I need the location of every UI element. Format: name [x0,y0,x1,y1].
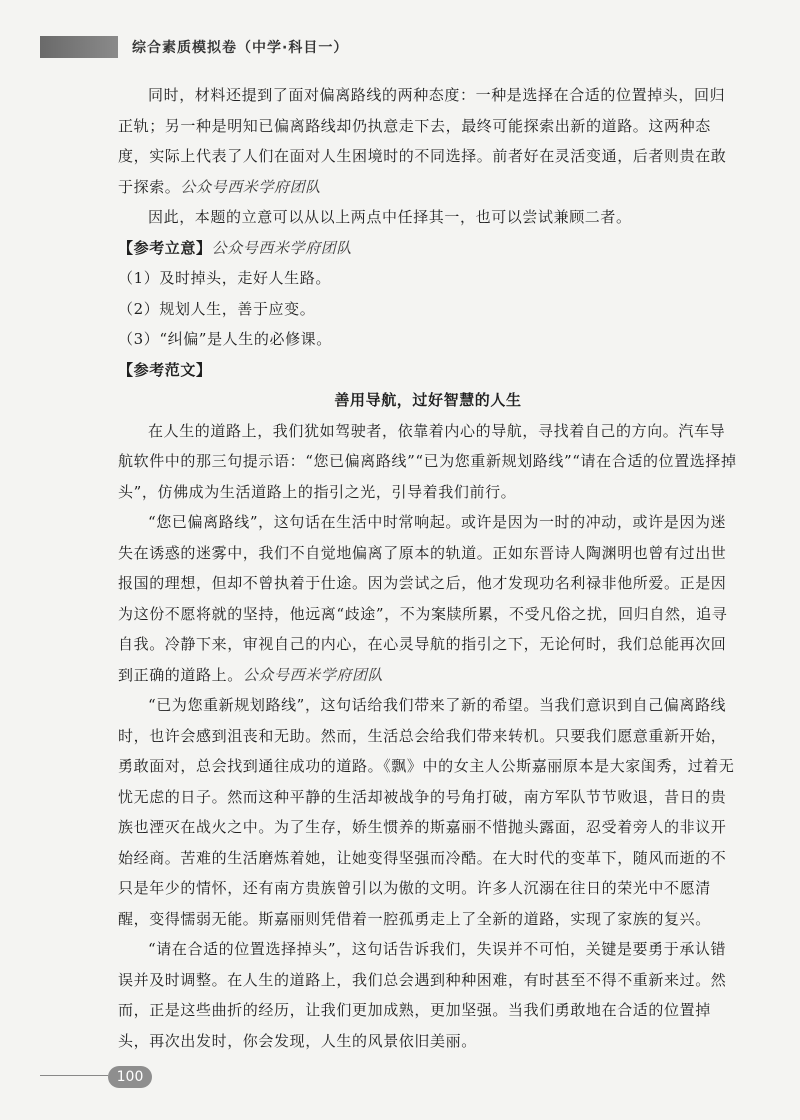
watermark-text: 公众号西米学府团队 [242,665,384,684]
header-title: 综合素质模拟卷（中学·科目一） [132,40,349,56]
reference-theme-label [118,233,738,264]
watermark-text: 公众号西米学府团队 [211,238,353,257]
paragraph-text: 同时，材料还提到了面对偏离路线的两种态度：一种是选择在合适的位置掉头，回归正轨；另一种是明知已偏离路线却仍执意走下去，最终可能探索出新的道路。这两种态度，实际上代表了人们在面对人生困境时的不同选择。前者好在灵活变通，后者则贵在敢于探索。 [118,86,727,196]
essay-paragraph: 在人生的道路上，我们犹如驾驶者，依靠着内心的导航，寻找着自己的方向。汽车导航软件中的那三句提示语：“您已偏离路线”“已为您重新规划路线”“请在合适的位置选择掉头”，仿佛成为生活道路上的指引之光，引导着我们前行。 [118,421,737,501]
list-item: （2）规划人生，善于应变。 [118,299,316,318]
essay-title: 善用导航，过好智慧的人生 [334,391,522,409]
reference-theme-text: 【参考立意】 [118,238,212,257]
paragraph [118,80,738,202]
essay-paragraph [118,507,738,690]
page-header [40,36,760,58]
essay-paragraph: “已为您重新规划路线”，这句话给我们带来了新的希望。当我们意识到自己偏离路线时，也许会感到沮丧和无助。然而，生活总会给我们带来转机。只要我们愿意重新开始，勇敢面对，总会找到通往成功的道路。《飘》中的女主人公斯嘉丽原本是大家闺秀，过着无忧无虑的日子。然而这种平静的生活却被战争的号角打破，南方军队节节败退，昔日的贵族也湮灭在战火之中。为了生存，娇生惯养的斯嘉丽不惜抛头露面，忍受着旁人的非议开始经商。苦难的生活磨炼着她，让她变得坚强而冷酷。在大时代的变革下，随风而逝的不只是年少的情怀，还有南方贵族曾引以为傲的文明。许多人沉溺在往日的荣光中不愿清醒，变得懦弱无能。斯嘉丽则凭借着一腔孤勇走上了全新的道路，实现了家族的复兴。 [118,696,735,928]
list-item: （1）及时掉头，走好人生路。 [118,269,331,287]
footer-divider [40,1075,108,1076]
watermark-text: 公众号西米学府团队 [180,177,321,196]
list-item: （3）“纠偏”是人生的必修课。 [118,330,332,348]
paragraph: 因此，本题的立意可以从以上两点中任择其一，也可以尝试兼顾二者。 [148,208,632,226]
essay-paragraph: “请在合适的位置选择掉头”，这句话告诉我们，失误并不可怕，关键是要勇于承认错误并及时调整。在人生的道路上，我们总会遇到种种困难，有时甚至不得不重新来过。然而，正是这些曲折的经历，让我们更加成熟，更加坚强。当我们勇敢地在合适的位置掉头，再次出发时，你会发现，人生的风景依旧美丽。 [118,940,727,1050]
page-number: 100 [108,1066,152,1088]
paragraph-text: “您已偏离路线”，这句话在生活中时常响起。或许是因为一时的冲动，或许是因为迷失在诱惑的迷雾中，我们不自觉地偏离了原本的轨道。正如东晋诗人陶渊明也曾有过出世报国的理想，但却不曾执着于仕途。因为尝试之后，他才发现功名利禄非他所爱。正是因为这份不愿将就的坚持，他远离“歧途”，不为案牍所累，不受凡俗之扰，回归自然，追寻自我。冷静下来，审视自己的内心，在心灵导航的指引之下，无论何时，我们总能再次回到正确的道路上。 [118,513,728,684]
reference-essay-label: 【参考范文】 [118,360,212,379]
header-decor-bar [40,36,118,58]
page-content [118,80,738,1056]
